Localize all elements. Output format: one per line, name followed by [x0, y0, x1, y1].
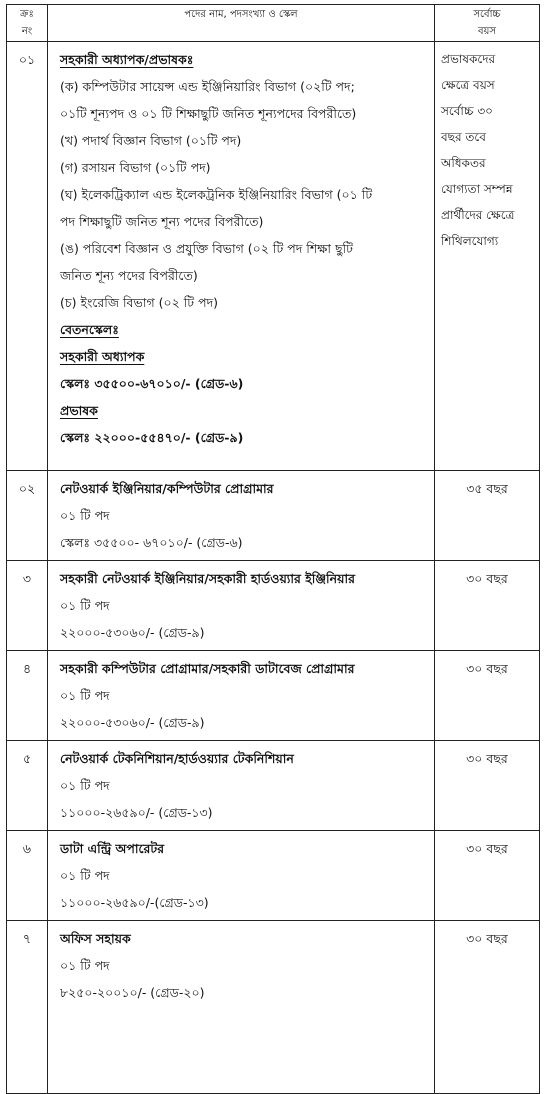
lecturer-heading: প্রভাষক	[60, 403, 98, 418]
post-line: ০১টি শূন্যপদ ও ০১ টি শিক্ষাছুটি জনিত শূন্যপদের বিপরীতে)	[60, 106, 357, 121]
assistant-professor-heading: সহকারী অধ্যাপক	[60, 349, 145, 364]
post-line: (গ) রসায়ন বিভাগ (০১টি পদ)	[60, 160, 211, 175]
post-title: ডাটা এন্ট্রি অপারেটর	[60, 841, 165, 856]
table-row	[7, 651, 540, 741]
post-line: জনিত শূন্য পদের বিপরীতে)	[60, 268, 198, 283]
age-cell: ৩০ বছর	[435, 561, 540, 651]
age-header	[435, 5, 540, 42]
table-row	[7, 561, 540, 651]
post-title: সহকারী কম্পিউটার প্রোগ্রামার/সহকারী ডাটাবেজ প্রোগ্রামার	[60, 661, 355, 676]
age-line: শিথিলযোগ্য	[441, 234, 499, 248]
post-title: অফিস সহায়ক	[60, 931, 131, 946]
age-line: অধিকতর	[441, 156, 486, 170]
serial-cell: ৬	[7, 831, 48, 921]
vacancy-table	[6, 4, 540, 1094]
post-line: (ক) কম্পিউটার সায়েন্স এন্ড ইঞ্জিনিয়ারিং বিভাগ (০২টি পদ;	[60, 79, 355, 94]
post-cell	[48, 651, 435, 741]
age-cell: ৩০ বছর	[435, 921, 540, 1094]
pay-scale-heading: বেতনস্কেলঃ	[60, 322, 119, 337]
post-count: ০১ টি পদ	[60, 688, 110, 703]
post-title: নেটওয়ার্ক ইঞ্জিনিয়ার/কম্পিউটার প্রোগ্রামার	[60, 481, 274, 496]
table-header-row	[7, 5, 540, 42]
post-title: সহকারী অধ্যাপক/প্রভাষকঃ	[60, 52, 194, 67]
age-line: যোগ্যতা সম্পন্ন	[441, 182, 513, 196]
age-line: সর্বোচ্চ ৩০	[441, 104, 493, 118]
post-scale: ১১০০০-২৬৫৯০/-(গ্রেড-১৩)	[60, 895, 209, 910]
serial-cell: ০২	[7, 471, 48, 561]
age-cell: ৩০ বছর	[435, 831, 540, 921]
age-cell: ৩০ বছর	[435, 741, 540, 831]
post-line: (ঘ) ইলেকট্রিক্যাল এন্ড ইলেকট্রনিক ইঞ্জিনিয়ারিং বিভাগ (০১ টি	[60, 187, 373, 202]
table-row	[7, 921, 540, 1094]
post-line: (চ) ইংরেজি বিভাগ (০২ টি পদ)	[60, 295, 219, 310]
post-header-label: পদের নাম, পদসংখ্যা ও স্কেল	[184, 9, 298, 20]
post-line: (ঙ) পরিবেশ বিজ্ঞান ও প্রযুক্তি বিভাগ (০২ টি পদ শিক্ষা ছুটি	[60, 241, 353, 256]
post-scale: ২২০০০-৫৩০৬০/- (গ্রেড-৯)	[60, 625, 205, 640]
age-line: ক্ষেত্রে বয়স	[441, 78, 495, 92]
post-count: ০১ টি পদ	[60, 598, 110, 613]
post-cell	[48, 561, 435, 651]
post-count: ০১ টি পদ	[60, 868, 110, 883]
post-title: সহকারী নেটওয়ার্ক ইঞ্জিনিয়ার/সহকারী হার্ডওয়্যার ইঞ্জিনিয়ার	[60, 571, 355, 586]
serial-cell: ৩	[7, 561, 48, 651]
age-line: বছর তবে	[441, 130, 486, 144]
post-line: (খ) পদার্থ বিজ্ঞান বিভাগ (০১টি পদ)	[60, 133, 242, 148]
post-cell	[48, 921, 435, 1094]
post-title: নেটওয়ার্ক টেকনিশিয়ান/হার্ডওয়্যার টেকনিশিয়ান	[60, 751, 294, 766]
age-cell	[435, 42, 540, 471]
serial-header	[7, 5, 48, 42]
post-count: ০১ টি পদ	[60, 958, 110, 973]
serial-cell: ৫	[7, 741, 48, 831]
age-cell: ৩০ বছর	[435, 651, 540, 741]
post-cell	[48, 42, 435, 471]
table-row	[7, 741, 540, 831]
post-scale: ১১০০০-২৬৫৯০/- (গ্রেড-১৩)	[60, 805, 213, 820]
table-row	[7, 471, 540, 561]
post-scale: স্কেলঃ ৩৫৫০০- ৬৭০১০/- (গ্রেড-৬)	[60, 535, 243, 550]
age-line: প্রার্থীদের ক্ষেত্রে	[441, 208, 515, 222]
age-line: প্রভাষকদের	[441, 52, 496, 66]
table-row	[7, 42, 540, 471]
post-cell	[48, 471, 435, 561]
post-count: ০১ টি পদ	[60, 508, 110, 523]
post-cell	[48, 831, 435, 921]
age-header-line2: বয়স	[477, 26, 497, 37]
assistant-professor-scale: স্কেলঃ ৩৫৫০০-৬৭০১০/- (গ্রেড-৬)	[60, 376, 244, 391]
age-cell: ৩৫ বছর	[435, 471, 540, 561]
age-header-line1: সর্বোচ্চ	[473, 9, 501, 20]
table-row	[7, 831, 540, 921]
serial-cell: ৭	[7, 921, 48, 1094]
serial-cell: ০১	[7, 42, 48, 471]
serial-header-line2: নং	[21, 26, 33, 37]
serial-header-line1: ক্রঃ	[20, 9, 34, 20]
post-scale: ৮২৫০-২০০১০/- (গ্রেড-২০)	[60, 985, 205, 1000]
serial-cell: ৪	[7, 651, 48, 741]
post-header	[48, 5, 435, 42]
post-count: ০১ টি পদ	[60, 778, 110, 793]
lecturer-scale: স্কেলঃ ২২০০০-৫৫৪৭০/- (গ্রেড-৯)	[60, 430, 244, 445]
post-line: পদ শিক্ষাছুটি জনিত শূন্য পদের বিপরীতে)	[60, 214, 264, 229]
post-cell	[48, 741, 435, 831]
post-scale: ২২০০০-৫৩০৬০/- (গ্রেড-৯)	[60, 715, 205, 730]
